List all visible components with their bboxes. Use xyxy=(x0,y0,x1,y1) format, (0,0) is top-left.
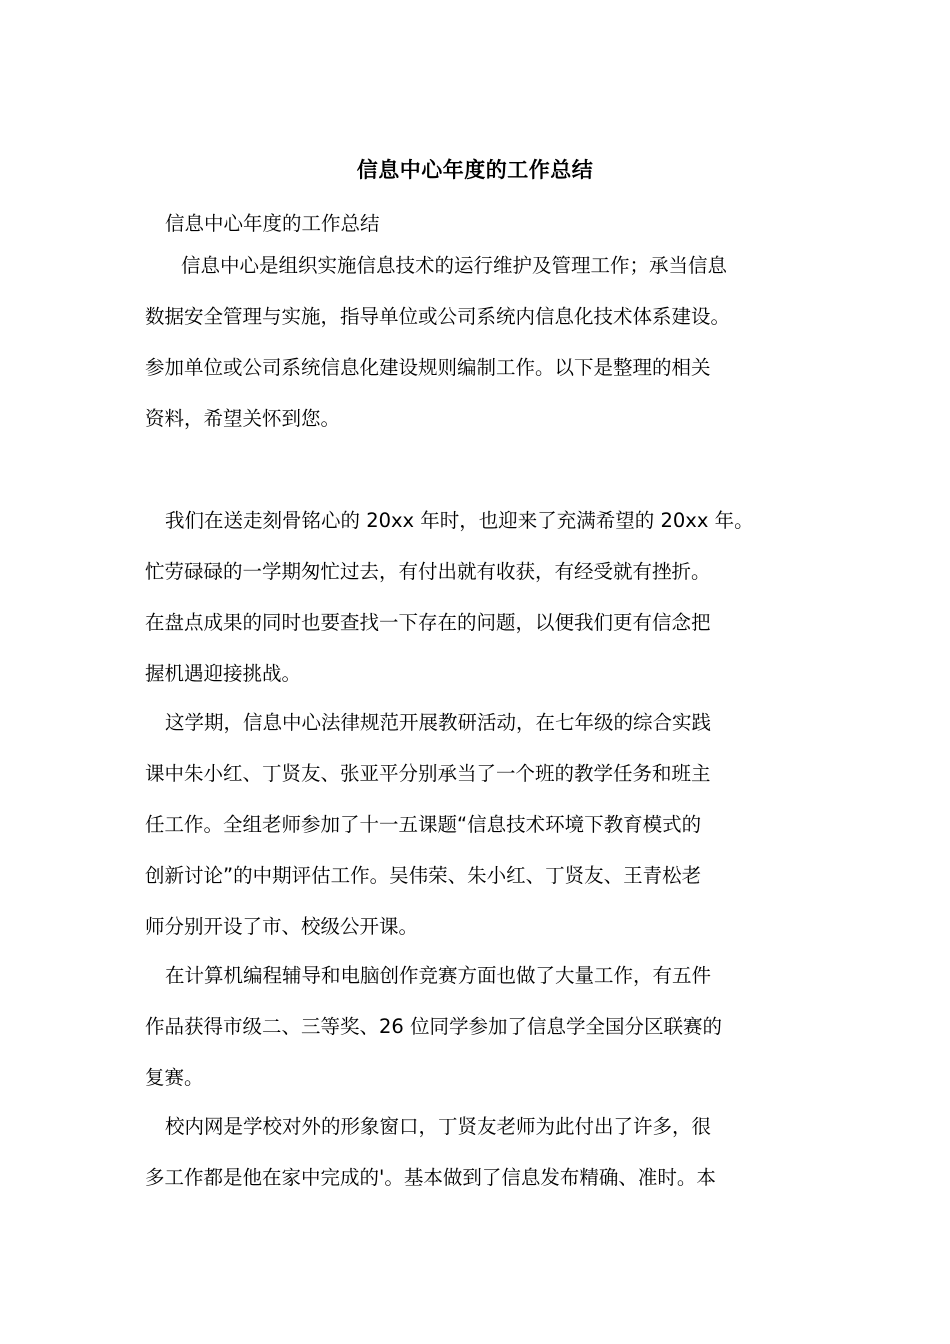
paragraph-line: 师分别开设了市、校级公开课。 xyxy=(145,915,419,938)
paragraph-line: 握机遇迎接挑战。 xyxy=(145,662,302,685)
paragraph-line: 多工作都是他在家中完成的'。基本做到了信息发布精确、准时。本 xyxy=(145,1166,716,1189)
paragraph-line: 在盘点成果的同时也要查找一下存在的问题，以便我们更有信念把 xyxy=(145,611,711,634)
paragraph-line: 任工作。全组老师参加了十一五课题“信息技术环境下教育模式的 xyxy=(145,813,702,836)
document-title: 信息中心年度的工作总结 xyxy=(356,158,594,182)
paragraph-line: 作品获得市级二、三等奖、26 位同学参加了信息学全国分区联赛的 xyxy=(145,1015,723,1038)
paragraph-line: 课中朱小红、丁贤友、张亚平分别承当了一个班的教学任务和班主 xyxy=(145,762,711,785)
document-subtitle: 信息中心年度的工作总结 xyxy=(165,212,380,235)
paragraph-line: 在计算机编程辅导和电脑创作竞赛方面也做了大量工作，有五件 xyxy=(165,964,712,987)
paragraph-competition xyxy=(145,950,815,1103)
paragraph-line: 校内网是学校对外的形象窗口，丁贤友老师为此付出了许多，很 xyxy=(165,1115,712,1138)
paragraph-teaching xyxy=(145,697,815,952)
paragraph-line: 忙劳碌碌的一学期匆忙过去，有付出就有收获，有经受就有挫折。 xyxy=(145,560,711,583)
paragraph-line: 数据安全管理与实施，指导单位或公司系统内信息化技术体系建设。 xyxy=(145,305,731,328)
paragraph-line: 复赛。 xyxy=(145,1066,204,1089)
paragraph-line: 创新讨论”的中期评估工作。吴伟荣、朱小红、丁贤友、王青松老 xyxy=(145,864,702,887)
paragraph-line: 参加单位或公司系统信息化建设规则编制工作。以下是整理的相关 xyxy=(145,356,711,379)
paragraph-overview xyxy=(145,495,815,699)
paragraph-line: 我们在送走刻骨铭心的 20xx 年时，也迎来了充满希望的 20xx 年。 xyxy=(165,509,754,532)
paragraph-line: 信息中心是组织实施信息技术的运行维护及管理工作；承当信息 xyxy=(181,254,728,277)
paragraph-line: 这学期，信息中心法律规范开展教研活动，在七年级的综合实践 xyxy=(165,711,712,734)
paragraph-line: 资料，希望关怀到您。 xyxy=(145,407,341,430)
paragraph-intro xyxy=(145,240,815,444)
paragraph-campus-network xyxy=(145,1101,815,1203)
